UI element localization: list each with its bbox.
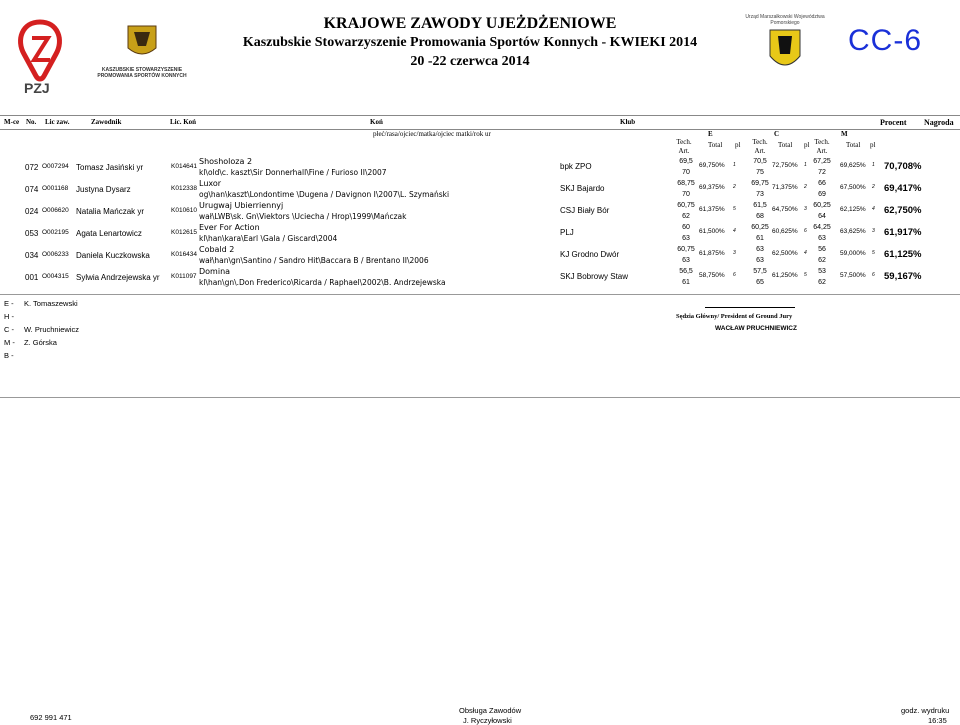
row-pedigree: wał\han\gn\Santino / Sandro Hit\Baccara B / Brentano II\2006 xyxy=(199,256,429,265)
row-c-tech: 69,75 xyxy=(751,180,769,187)
sub-c-pl: pl xyxy=(804,141,810,149)
row-c-tech: 63 xyxy=(756,246,764,253)
row-rider: Justyna Dysarz xyxy=(76,185,131,194)
col-kon-sub: płeć/rasa/ojciec/matka/ojciec matki/rok ur xyxy=(373,130,491,138)
ground-jury-label: Sędzia Główny/ President of Ground Jury xyxy=(676,313,793,320)
row-lic-kon: K010610 xyxy=(171,207,198,214)
event-date: 20 -22 czerwca 2014 xyxy=(410,54,530,69)
pzj-logo xyxy=(10,18,70,98)
row-e-place: 2 xyxy=(733,184,736,190)
row-e-tech: 60,75 xyxy=(677,202,695,209)
row-c-scores xyxy=(745,222,775,244)
row-rider: Sylwia Andrzejewska yr xyxy=(76,273,160,282)
row-pedigree: kl\old\c. kaszt\Sir Donnerhall\Fine / Furioso II\2007 xyxy=(199,168,387,177)
row-e-tech: 60 xyxy=(682,224,690,231)
row-m-place: 5 xyxy=(872,250,875,256)
row-no: 034 xyxy=(25,251,39,260)
judge-entry xyxy=(4,351,24,360)
judge-name: W. Pruchniewicz xyxy=(24,325,80,334)
row-e-place: 5 xyxy=(733,206,736,212)
sub-c-total: Total xyxy=(778,141,793,149)
row-m-scores xyxy=(807,244,837,266)
row-c-art: 68 xyxy=(756,213,764,220)
row-m-tech: 53 xyxy=(818,268,826,275)
judge-position: M - xyxy=(4,338,15,347)
judge-name: Z. Górska xyxy=(24,338,57,347)
col-klub: Klub xyxy=(620,118,636,126)
row-c-scores xyxy=(745,244,775,266)
row-lic-zaw: O004315 xyxy=(42,273,69,280)
row-m-tech: 56 xyxy=(818,246,826,253)
row-pedigree: kl\han\kara\Earl \Gala / Giscard\2004 xyxy=(199,234,338,243)
col-no: No. xyxy=(26,118,37,126)
row-rider: Tomasz Jasiński yr xyxy=(76,163,144,172)
print-time: 16:35 xyxy=(928,716,947,725)
urzad-logo xyxy=(740,14,830,78)
row-c-place: 6 xyxy=(804,228,807,234)
row-m-scores xyxy=(807,266,837,288)
row-m-total: 63,625% xyxy=(840,228,866,235)
row-c-total: 61,250% xyxy=(772,272,798,279)
row-c-place: 2 xyxy=(804,184,807,190)
row-club: SKJ Bobrowy Staw xyxy=(560,272,629,281)
row-m-tech: 64,25 xyxy=(813,224,831,231)
row-no: 072 xyxy=(25,163,39,172)
kaszub-logo xyxy=(96,22,188,77)
pzj-logo-text: PZJ xyxy=(24,80,50,96)
row-c-scores xyxy=(745,178,775,200)
row-m-place: 6 xyxy=(872,272,875,278)
row-e-place: 1 xyxy=(733,162,736,168)
row-m-tech: 67,25 xyxy=(813,158,831,165)
row-e-tech: 60,75 xyxy=(677,246,695,253)
row-e-total: 61,875% xyxy=(699,250,725,257)
row-m-scores xyxy=(807,222,837,244)
sub-e-total: Total xyxy=(708,141,723,149)
row-m-art: 62 xyxy=(818,279,826,286)
row-m-art: 63 xyxy=(818,235,826,242)
row-e-scores xyxy=(671,200,701,222)
column-header-bar xyxy=(0,115,960,130)
row-c-place: 4 xyxy=(804,250,807,256)
row-e-art: 63 xyxy=(682,235,690,242)
col-lic-zaw: Lic zaw. xyxy=(45,118,70,126)
row-m-scores xyxy=(807,156,837,178)
phone-number: 692 991 471 xyxy=(30,713,72,722)
row-c-scores xyxy=(745,156,775,178)
service-label: Obsługa Zawodów xyxy=(459,706,522,715)
judge-entry xyxy=(4,338,57,347)
row-lic-kon: K016434 xyxy=(171,251,198,258)
row-e-tech: 68,75 xyxy=(677,180,695,187)
row-horse: Luxor xyxy=(199,179,222,188)
sub-m-total: Total xyxy=(846,141,861,149)
kaszub-logo-text: KASZUBSKIE STOWARZYSZENIE PROMOWANIA SPORTÓW KONNYCH xyxy=(97,67,187,79)
row-club: SKJ Bajardo xyxy=(560,184,605,193)
row-percent: 59,167% xyxy=(884,271,922,282)
print-time-label: godz. wydruku xyxy=(901,706,950,715)
judge-entry xyxy=(4,299,78,308)
row-c-place: 1 xyxy=(804,162,807,168)
sub-e-tech: Tech. Art. xyxy=(676,138,692,155)
table-row xyxy=(0,244,960,266)
service-name: J. Ryczyłowski xyxy=(463,716,512,725)
judge-position: B - xyxy=(4,351,14,360)
row-club: PLJ xyxy=(560,228,574,237)
row-e-scores xyxy=(671,244,701,266)
ground-jury-name: WACŁAW PRUCHNIEWICZ xyxy=(715,325,797,332)
row-e-art: 62 xyxy=(682,213,690,220)
row-e-place: 6 xyxy=(733,272,736,278)
row-m-place: 4 xyxy=(872,206,875,212)
row-c-total: 62,500% xyxy=(772,250,798,257)
row-lic-kon: K014641 xyxy=(171,163,198,170)
row-rider: Agata Lenartowicz xyxy=(76,229,142,238)
row-m-place: 1 xyxy=(872,162,875,168)
row-m-art: 62 xyxy=(818,257,826,264)
row-m-art: 72 xyxy=(818,169,826,176)
col-procent: Procent xyxy=(880,118,907,127)
row-horse: Shosholoza 2 xyxy=(199,157,253,166)
col-mce: M-ce xyxy=(4,118,20,126)
row-no: 001 xyxy=(25,273,39,282)
row-e-tech: 56,5 xyxy=(679,268,693,275)
urzad-text: Urząd Marszałkowski Województwa Pomorskiego xyxy=(745,14,825,26)
judge-position: C - xyxy=(4,325,14,334)
table-row xyxy=(0,178,960,200)
row-lic-zaw: O001168 xyxy=(42,185,69,192)
row-c-art: 65 xyxy=(756,279,764,286)
judge-position: E - xyxy=(4,299,14,308)
row-horse: Domina xyxy=(199,267,231,276)
ground-jury-signature-line xyxy=(705,307,795,308)
row-e-scores xyxy=(671,266,701,288)
row-c-tech: 70,5 xyxy=(753,158,767,165)
event-title: KRAJOWE ZAWODY UJEŻDŻENIOWE xyxy=(323,15,617,32)
row-e-total: 69,375% xyxy=(699,184,725,191)
row-lic-zaw: O006233 xyxy=(42,251,69,258)
row-m-place: 2 xyxy=(872,184,875,190)
row-horse: Cobald 2 xyxy=(199,245,235,254)
row-c-place: 5 xyxy=(804,272,807,278)
row-rider: Natalia Mańczak yr xyxy=(76,207,145,216)
row-m-total: 57,500% xyxy=(840,272,866,279)
row-lic-zaw: O007294 xyxy=(42,163,69,170)
row-club: KJ Grodno Dwór xyxy=(560,250,620,259)
sub-m-pl: pl xyxy=(870,141,876,149)
row-e-scores xyxy=(671,178,701,200)
col-nagroda: Nagroda xyxy=(924,118,954,127)
row-c-tech: 57,5 xyxy=(753,268,767,275)
row-no: 053 xyxy=(25,229,39,238)
row-horse: Urugwaj Ubierriennyj xyxy=(199,201,284,210)
row-m-art: 64 xyxy=(818,213,826,220)
table-row xyxy=(0,156,960,178)
judge-position: H - xyxy=(4,312,14,321)
row-e-art: 63 xyxy=(682,257,690,264)
row-percent: 62,750% xyxy=(884,205,922,216)
row-percent: 70,708% xyxy=(884,161,922,172)
row-c-art: 73 xyxy=(756,191,764,198)
footer-separator-bottom xyxy=(0,397,960,398)
event-title-block xyxy=(200,14,740,71)
row-c-scores xyxy=(745,266,775,288)
row-e-scores xyxy=(671,222,701,244)
row-m-total: 67,500% xyxy=(840,184,866,191)
judge-name: K. Tomaszewski xyxy=(24,299,78,308)
row-m-tech: 66 xyxy=(818,180,826,187)
row-e-art: 61 xyxy=(682,279,690,286)
row-e-total: 61,375% xyxy=(699,206,725,213)
judge-entry xyxy=(4,312,24,321)
row-pedigree: wał\LWB\sk. Gn\Viektors \Uciecha / Hrop\1999\Mańczak xyxy=(199,212,407,221)
row-pedigree: og\han\kaszt\Londontime \Dugena / Davignon I\2007\L. Szymański xyxy=(199,190,450,199)
row-m-scores xyxy=(807,178,837,200)
row-e-tech: 69,5 xyxy=(679,158,693,165)
row-m-total: 59,000% xyxy=(840,250,866,257)
row-c-art: 63 xyxy=(756,257,764,264)
row-c-scores xyxy=(745,200,775,222)
table-row xyxy=(0,222,960,244)
judge-entry xyxy=(4,325,79,334)
sub-e-pl: pl xyxy=(735,141,741,149)
row-c-total: 71,375% xyxy=(772,184,798,191)
row-club: CSJ Biały Bór xyxy=(560,206,610,215)
row-pedigree: kl\han\gn\.Don Frederico\Ricarda / Raphael\2002\B. Andrzejewska xyxy=(199,278,446,287)
col-m: M xyxy=(841,130,848,138)
table-row xyxy=(0,200,960,222)
row-e-place: 4 xyxy=(733,228,736,234)
row-m-tech: 60,25 xyxy=(813,202,831,209)
col-c: C xyxy=(774,130,780,138)
row-club: bpk ZPO xyxy=(560,162,592,171)
row-c-total: 72,750% xyxy=(772,162,798,169)
footer-separator-top xyxy=(0,294,960,295)
col-lic-kon: Lic. Koń xyxy=(170,118,197,126)
row-percent: 61,917% xyxy=(884,227,922,238)
class-code: CC-6 xyxy=(848,24,923,57)
row-lic-kon: K012338 xyxy=(171,185,198,192)
event-subtitle: Kaszubskie Stowarzyszenie Promowania Sportów Konnych - KWIEKI 2014 xyxy=(242,35,698,50)
row-m-place: 3 xyxy=(872,228,875,234)
row-no: 024 xyxy=(25,207,39,216)
row-lic-zaw: O006620 xyxy=(42,207,69,214)
row-e-total: 69,750% xyxy=(699,162,725,169)
row-c-tech: 61,5 xyxy=(753,202,767,209)
row-c-tech: 60,25 xyxy=(751,224,769,231)
row-c-total: 60,625% xyxy=(772,228,798,235)
row-m-art: 69 xyxy=(818,191,826,198)
row-percent: 61,125% xyxy=(884,249,922,260)
sub-m-tech: Tech. Art. xyxy=(814,138,830,155)
row-e-total: 61,500% xyxy=(699,228,725,235)
row-lic-kon: K011097 xyxy=(171,273,197,280)
row-e-art: 70 xyxy=(682,169,690,176)
row-e-total: 58,750% xyxy=(699,272,725,279)
row-m-scores xyxy=(807,200,837,222)
row-percent: 69,417% xyxy=(884,183,922,194)
row-c-art: 61 xyxy=(756,235,764,242)
row-lic-kon: K012615 xyxy=(171,229,198,236)
row-c-art: 75 xyxy=(756,169,764,176)
col-kon: Koń xyxy=(370,118,383,126)
col-zawodnik: Zawodnik xyxy=(91,118,122,126)
row-lic-zaw: O002195 xyxy=(42,229,69,236)
sub-c-tech: Tech. Art. xyxy=(752,138,768,155)
row-horse: Ever For Action xyxy=(199,223,260,232)
row-e-place: 3 xyxy=(733,250,736,256)
griffin-icon xyxy=(740,26,830,76)
row-m-total: 69,625% xyxy=(840,162,866,169)
row-no: 074 xyxy=(25,185,39,194)
row-e-art: 70 xyxy=(682,191,690,198)
row-e-scores xyxy=(671,156,701,178)
col-e: E xyxy=(708,130,713,138)
table-row xyxy=(0,266,960,288)
row-rider: Daniela Kuczkowska xyxy=(76,251,150,260)
row-m-total: 62,125% xyxy=(840,206,866,213)
row-c-total: 64,750% xyxy=(772,206,798,213)
row-c-place: 3 xyxy=(804,206,807,212)
